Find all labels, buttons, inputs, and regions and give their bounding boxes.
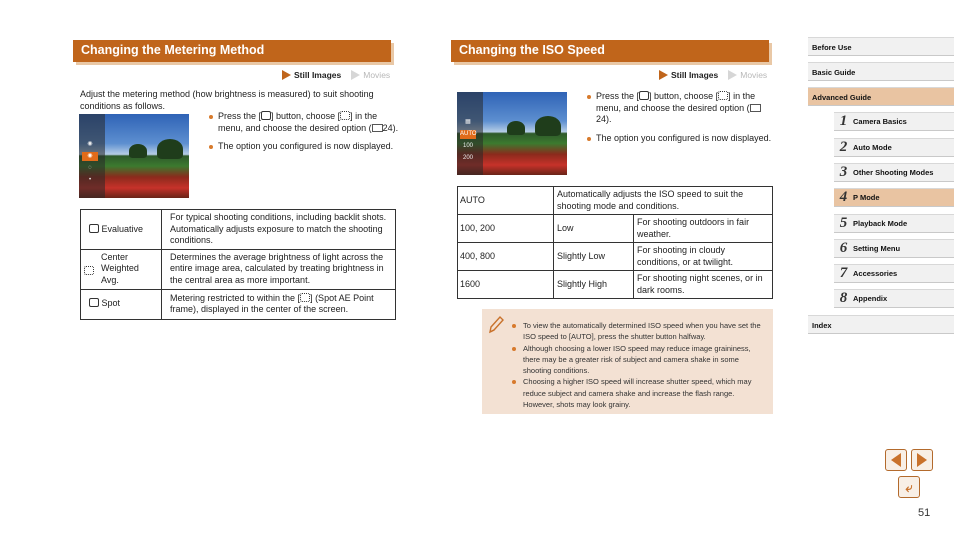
still-images-label: Still Images [294,70,342,80]
func-set-icon [639,91,649,100]
nav-index[interactable]: Index [808,315,954,334]
table-row: AUTO Automatically adjusts the ISO speed to suit the shooting mode and conditions. [458,187,773,215]
iso-screen-image: ▦ AUTO 100 200 [457,92,567,175]
nav-before-use[interactable]: Before Use [808,37,954,56]
movies-icon [351,70,360,80]
nav-chapter-setting-menu[interactable]: 6 Setting Menu [834,239,954,258]
book-icon [372,124,383,132]
iso-menu-100: 100 [462,143,473,149]
movies-label: Movies [740,70,768,80]
table-row: 100, 200 Low For shooting outdoors in fair weather. [458,215,773,243]
metering-intro: Adjust the metering method (how brightness is measured) to suit shooting conditions as follows. [80,89,374,111]
return-button[interactable] [898,476,920,498]
still-images-icon [659,70,668,80]
iso-notes-box [482,309,773,414]
nav-advanced-guide[interactable]: Advanced Guide [808,87,954,106]
note-item: To view the automatically determined ISO speed when you have set the ISO speed to [AUTO], press the shutter button halfway. [512,320,767,343]
movies-icon [728,70,737,80]
iso-table [457,186,773,299]
movies-label: Movies [363,70,391,80]
pencil-icon [487,315,505,335]
metering-screen-image: ◉ ◉ ◌ • [79,114,189,198]
table-row: Evaluative For typical shooting conditions, including backlit shots. Automatically adjusts exposure to match the shooting conditions. [81,210,396,250]
table-row: Spot Metering restricted to within the [ ] (Spot AE Point frame), displayed in the center of the screen. [81,289,396,319]
page-number: 51 [918,507,931,519]
table-row: 1600 Slightly High For shooting night scenes, or in dark rooms. [458,271,773,299]
metering-steps [209,111,399,160]
note-item: Choosing a higher ISO speed will increase shutter speed, which may reduce subject and camera shake and increase the flash range. However, shots may look grainy. [512,376,767,410]
iso-step-1: Press the [ ] button, choose [ ] in the menu, and choose the desired option (24). [587,91,772,126]
nav-basic-guide[interactable]: Basic Guide [808,62,954,81]
iso-step-2: The option you configured is now displayed. [587,133,772,145]
metering-step-1: Press the [ ] button, choose [ ] in the menu, and choose the desired option ( 24). [209,111,399,134]
metering-table [80,209,396,320]
spot-frame-icon [300,293,310,302]
iso-icon [718,91,728,100]
book-icon [750,104,761,112]
arrow-right-icon [917,453,927,467]
still-images-icon [282,70,291,80]
nav-chapter-other-shooting-modes[interactable]: 3 Other Shooting Modes [834,163,954,182]
metering-section-title: Changing the Metering Method [73,40,391,62]
mode-indicator [282,70,390,80]
nav-chapter-camera-basics[interactable]: 1 Camera Basics [834,112,954,131]
previous-page-button[interactable] [885,449,907,471]
note-item: Although choosing a lower ISO speed may reduce image graininess, there may be a greater risk of subject and camera shake in some shooting conditions. [512,343,767,377]
table-row: 400, 800 Slightly Low For shooting in cloudy conditions, or at twilight. [458,243,773,271]
iso-section-title: Changing the ISO Speed [451,40,769,62]
evaluative-icon [89,224,99,233]
nav-chapter-p-mode[interactable]: 4 P Mode [834,188,954,207]
still-images-label: Still Images [671,70,719,80]
table-row: Center Weighted Avg. Determines the average brightness of light across the entire image area, calculated by treating brightness in the central area as more important. [81,249,396,289]
arrow-left-icon [891,453,901,467]
metering-icon [340,111,350,120]
nav-chapter-playback-mode[interactable]: 5 Playback Mode [834,214,954,233]
iso-menu-200: 200 [462,155,473,161]
mode-indicator [659,70,767,80]
nav-chapter-auto-mode[interactable]: 2 Auto Mode [834,138,954,157]
next-page-button[interactable] [911,449,933,471]
nav-chapter-appendix[interactable]: 8 Appendix [834,289,954,308]
func-set-icon [261,111,271,120]
iso-menu-auto: AUTO [460,131,477,137]
nav-chapter-accessories[interactable]: 7 Accessories [834,264,954,283]
iso-steps [587,91,772,151]
center-weighted-icon [84,266,94,275]
spot-icon [89,298,99,307]
metering-step-2: The option you configured is now displayed. [209,141,399,153]
return-icon: ⤶ [905,479,913,495]
